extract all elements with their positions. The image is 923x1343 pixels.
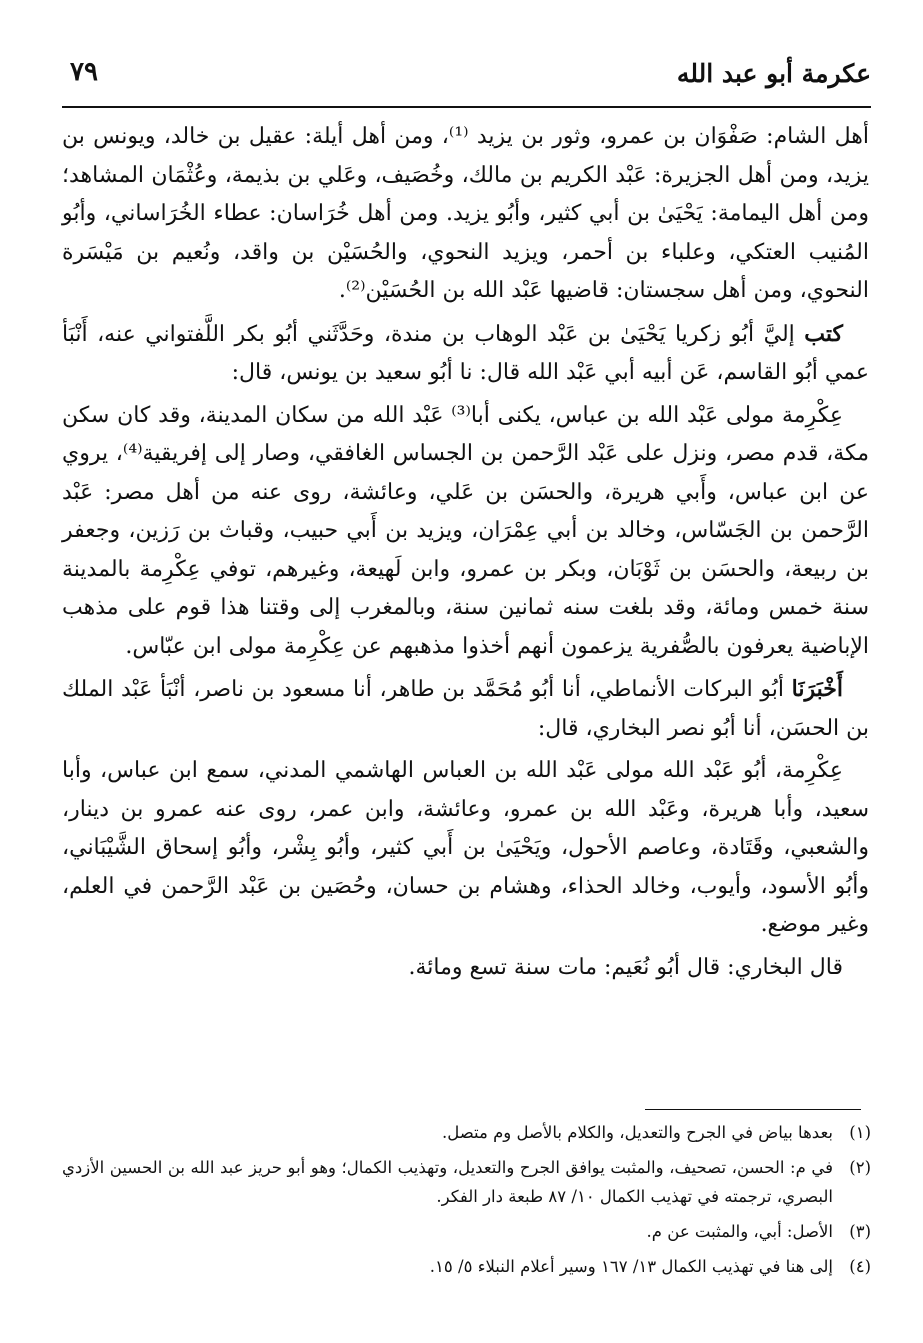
paragraph-text: عِكْرِمة، أبُو عَبْد الله مولى عَبْد الله بن العباس الهاشمي المدني، سمع ابن عباس، وأبا سعيد، وأبا هريرة، وعَبْد الله بن عمرو، وعائشة، وابن عمر، روى عنه عمرو بن دينار، والشعبي، وقَتَادة، وعاصم الأحول، ويَحْيَىٰ بن أَبي كثير، وأبُو بِشْر، وأبُو إسحاق الشَّيْبَاني، وأبُو الأسود، وأيوب، وخالد الحذاء، وهشام بن حسان، وحُصَين بن عَبْد الرَّحمن في العلم، وغير موضع. [62, 758, 869, 937]
paragraph-isnad-2 [62, 670, 869, 748]
footnote-text: في م: الحسن، تصحيف، والمثبت يوافق الجرح والتعديل، وتهذيب الكمال؛ وهو أبو حريز عبد الله بن الحسين الأزدي البصري، ترجمته في تهذيب الكمال ١٠/ ٨٧ طبعة دار الفكر. [62, 1158, 833, 1206]
page-number: ٧٩ [70, 57, 98, 87]
paragraph-text: أبُو البركات الأنماطي، أنا أبُو مُحَمَّد بن طاهر، أنا مسعود بن ناصر، أنْبَأ عَبْد الملك بن الحسَن، أنا أبُو نصر البخاري، قال: [62, 677, 869, 741]
main-text [62, 118, 869, 991]
footnote [62, 1153, 871, 1211]
footnote-divider [645, 1109, 861, 1110]
paragraph-lead-word: أَخْبَرَنَا [791, 676, 843, 702]
footnote-number: (١) [849, 1123, 871, 1142]
footnote-number: (٢) [849, 1158, 871, 1177]
footnote [62, 1217, 871, 1246]
paragraph-text: أهل الشام: صَفْوَان بن عمرو، وثور بن يزيد ⁽¹⁾، ومن أهل أيلة: عقيل بن خالد، ويونس بن يزيد، ومن أهل الجزيرة: عَبْد الكريم بن مالك، وخُصَيف، وعَلي بن بذيمة، وعُثْمَان المشاهد؛ ومن أهل اليمامة: يَحْيَىٰ بن أبي كثير، وأبُو يزيد. ومن أهل خُرَاسان: عطاء الخُرَاساني، وأبُو المُنيب العتكي، وعلباء بن أحمر، ويزيد النحوي، والحُسَيْن بن واقد، ونُعيم بن مَيْسَرة النحوي، ومن أهل سجستان: قاضيها عَبْد الله بن الحُسَيْن⁽²⁾. [62, 124, 869, 303]
footnote-number: (٤) [849, 1257, 871, 1276]
footnotes [62, 1118, 871, 1287]
paragraph-text: قال البخاري: قال أبُو نُعَيم: مات سنة تسع ومائة. [408, 954, 843, 980]
paragraph-narrators [62, 118, 869, 311]
paragraph-lead-word: كتب [804, 320, 843, 347]
header-divider [62, 106, 871, 108]
paragraph-isnad-1 [62, 315, 869, 393]
running-header-title: عكرمة أبو عبد الله [676, 59, 871, 88]
footnote-text: إلى هنا في تهذيب الكمال ١٣/ ١٦٧ وسير أعلام النبلاء ٥/ ١٥. [429, 1257, 833, 1276]
footnote-number: (٣) [849, 1222, 871, 1241]
footnote-text: بعدها بياض في الجرح والتعديل، والكلام بالأصل وم متصل. [441, 1123, 833, 1142]
footnote [62, 1118, 871, 1147]
paragraph-text: إليَّ أبُو زكريا يَحْيَىٰ بن عَبْد الوهاب بن مندة، وحَدَّثَني أبُو بكر اللَّفتواني عنه، أَنْبَأ عمي أبُو القاسم، عَن أبيه أبي عَبْد الله قال: نا أبُو سعيد بن يونس، قال: [62, 321, 869, 385]
paragraph-text: عِكْرِمة مولى عَبْد الله بن عباس، يكنى أبا⁽³⁾ عَبْد الله من سكان المدينة، وقد كان سكن مكة، قدم مصر، ونزل على عَبْد الرَّحمن بن الجساس الغافقي، وصار إلى إفريقية⁽⁴⁾، يروي عن ابن عباس، وأَبي هريرة، والحسَن بن عَلي، وعائشة، روى عنه من أهل مصر: عَبْد الرَّحمن بن الجَسّاس، وخالد بن أبي عِمْرَان، ويزيد بن أَبي حبيب، وقباث بن رَزين، وجعفر بن ربيعة، والحسَن بن ثَوْبَان، وبكر بن عمرو، وابن لَهيعة، وغيرهم، توفي عِكْرِمة بالمدينة سنة خمس ومائة، وقد بلغت سنه ثمانين سنة، وبالمغرب إلى وقتنا هذا قوم على مذهب الإباضية يعرفون بالصُّفرية يزعمون أنهم أخذوا مذهبهم عن عِكْرِمة مولى ابن عبّاس. [62, 402, 869, 659]
paragraph-death-date [62, 949, 869, 988]
footnote-text: الأصل: أبي، والمثبت عن م. [646, 1222, 833, 1241]
footnote [62, 1252, 871, 1281]
paragraph-biography-1 [62, 397, 869, 667]
paragraph-biography-2 [62, 752, 869, 945]
